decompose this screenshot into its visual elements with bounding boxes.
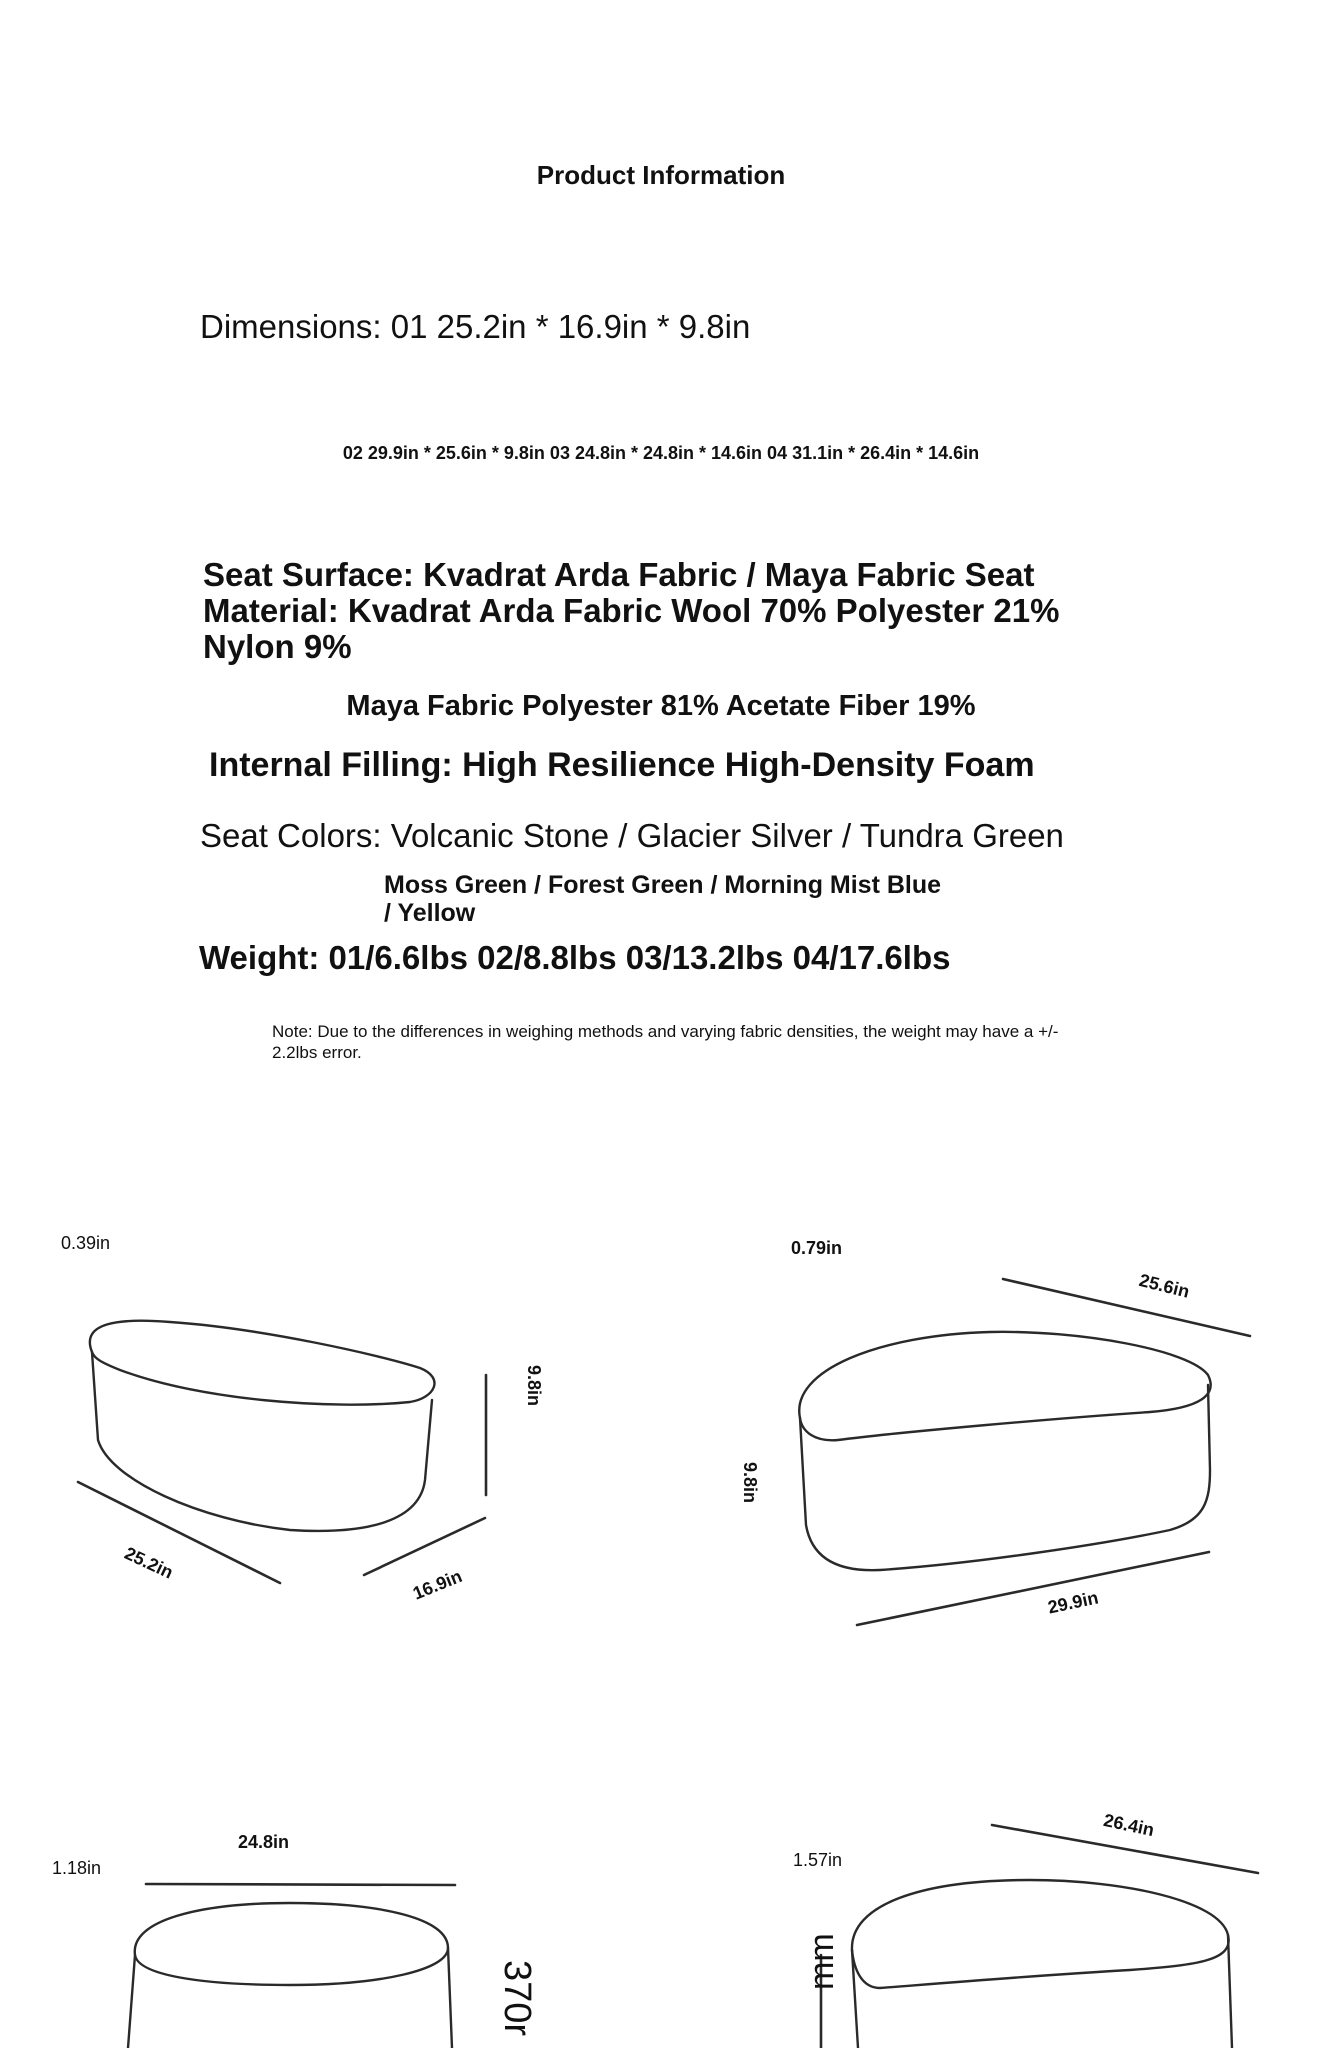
ottoman-03-thickness-label: 1.18in [52, 1858, 102, 1878]
ottoman-01-width-line [364, 1518, 485, 1575]
ottoman-03-side-left [128, 1955, 135, 2048]
ottoman-04-top [852, 1880, 1229, 1988]
diagram-ottoman-04 [821, 1825, 1258, 2048]
ottoman-04-side-right [1228, 1935, 1232, 2048]
ottoman-01-length-line [78, 1482, 280, 1583]
ottoman-03-side-right [448, 1948, 452, 2048]
ottoman-04-depth-label: 26.4in [1101, 1810, 1156, 1841]
dimensions-line-1: Dimensions: 01 25.2in * 16.9in * 9.8in [200, 308, 751, 345]
seat-surface-material: Seat Surface: Kvadrat Arda Fabric / Maya Fabric Seat Material: Kvadrat Arda Fabric Wool 70% Polyester 21% Nylon 9% [203, 556, 1060, 665]
ottoman-02-top [799, 1332, 1210, 1440]
ottoman-02-length-line [857, 1552, 1209, 1625]
ottoman-02-height-label: 9.8in [740, 1462, 760, 1504]
seat-colors-line-1: Seat Colors: Volcanic Stone / Glacier Silver / Tundra Green [200, 817, 1064, 854]
ottoman-03-height-label: 370r [496, 1960, 538, 2037]
diagram-ottoman-02 [799, 1279, 1250, 1625]
diagram-ottoman-01 [78, 1321, 486, 1583]
ottoman-01-width-label: 16.9in [410, 1565, 465, 1604]
ottoman-01-height-label: 9.8in [524, 1365, 544, 1407]
internal-filling: Internal Filling: High Resilience High-Density Foam [209, 746, 1035, 784]
ottoman-01-thickness-label: 0.39in [61, 1233, 111, 1253]
maya-fabric-composition: Maya Fabric Polyester 81% Acetate Fiber 19% [346, 690, 976, 722]
dimensions-line-2: 02 29.9in * 25.6in * 9.8in 03 24.8in * 24.8in * 14.6in 04 31.1in * 26.4in * 14.6in [342, 443, 980, 463]
ottoman-02-length-label: 29.9in [1046, 1587, 1101, 1618]
ottoman-01-length-label: 25.2in [121, 1543, 177, 1583]
weight-note: Note: Due to the differences in weighing methods and varying fabric densities, the weight may have a +/- 2.2lbs error. [272, 1022, 1059, 1062]
page-title: Product Information [536, 160, 786, 190]
ottoman-04-height-label: mm [803, 1933, 841, 1990]
ottoman-03-top [135, 1903, 448, 1985]
ottoman-01-top [90, 1321, 435, 1405]
weight-info: Weight: 01/6.6lbs 02/8.8lbs 03/13.2lbs 04/17.6lbs [199, 939, 951, 976]
ottoman-04-thickness-label: 1.57in [793, 1850, 843, 1870]
ottoman-03-width-line [146, 1884, 455, 1885]
diagram-ottoman-03 [128, 1884, 455, 2048]
ottoman-02-thickness-label: 0.79in [791, 1238, 843, 1258]
ottoman-02-depth-label: 25.6in [1137, 1270, 1192, 1302]
ottoman-02-depth-line [1003, 1279, 1250, 1336]
ottoman-03-width-label: 24.8in [238, 1832, 290, 1852]
seat-colors-line-2: Moss Green / Forest Green / Morning Mist Blue / Yellow [384, 871, 942, 927]
